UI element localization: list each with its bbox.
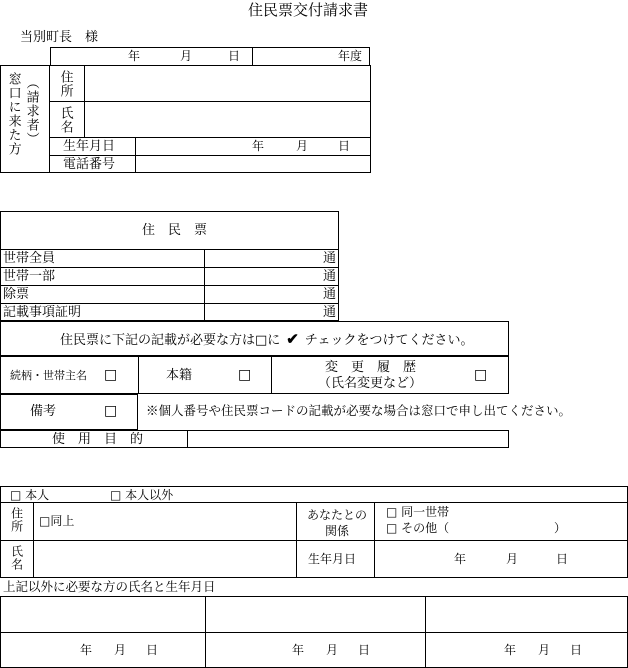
target-birth-month: 月: [506, 552, 519, 566]
individual-number-notice: ※個人番号や住民票コードの記載が必要な場合は窓口で申し出てください。: [146, 403, 572, 418]
juminhyo-row-label: 世帯一部: [3, 269, 56, 284]
date-year-label: 年: [128, 49, 141, 63]
option-honseki-label: 本籍: [166, 368, 193, 383]
target-same-household-option[interactable]: □ 同一世帯: [386, 505, 450, 519]
others-birth-year: 年: [292, 643, 305, 657]
others-birth-month: 月: [114, 643, 127, 657]
others-birth-day: 日: [570, 643, 583, 657]
others-birth-day: 日: [358, 643, 371, 657]
target-address-label: 住所: [9, 507, 24, 533]
purpose-label: 使 用 目 的: [52, 432, 144, 447]
others-note: 上記以外に必要な方の氏名と生年月日: [3, 579, 216, 594]
requester-address-label: 住所: [57, 70, 73, 98]
juminhyo-row-count-field[interactable]: [205, 304, 320, 320]
purpose-field[interactable]: [188, 431, 508, 447]
target-birth-year: 年: [454, 552, 467, 566]
requester-side-label: 窓口に来た方: [5, 72, 21, 156]
option-remarks-checkbox[interactable]: □: [104, 403, 118, 419]
requester-birth-year: 年: [252, 139, 265, 153]
requester-address-field[interactable]: [85, 66, 370, 101]
recipient-label: 当別町長 様: [20, 30, 99, 45]
others-birth-month: 月: [538, 643, 551, 657]
others-birth-year: 年: [80, 643, 93, 657]
requester-birth-month: 月: [296, 139, 309, 153]
others-birth-year: 年: [504, 643, 517, 657]
check-note: 住民票に下記の記載が必要な方は□に ✔ チェックをつけてください。: [60, 330, 474, 348]
check-mark-icon: ✔: [286, 330, 299, 348]
date-month-label: 月: [180, 49, 193, 63]
option-history-checkbox[interactable]: □: [474, 367, 488, 383]
target-name-label: 氏名: [9, 545, 24, 571]
juminhyo-row-unit: 通: [323, 305, 337, 320]
requester-birth-day: 日: [338, 139, 351, 153]
requester-name-label: 氏名: [57, 106, 73, 134]
date-row[interactable]: [50, 47, 370, 66]
juminhyo-row-unit: 通: [323, 287, 337, 302]
target-same-address-option[interactable]: □同上: [39, 514, 75, 528]
target-other-relation-option[interactable]: □ その他（: [386, 521, 450, 535]
form-title: 住民票交付請求書: [248, 1, 369, 19]
requester-phone-label: 電話番号: [63, 157, 116, 172]
target-self-option[interactable]: □ 本人: [10, 488, 50, 502]
option-history-sub: （氏名変更など）: [318, 376, 423, 391]
juminhyo-row-label: 除票: [3, 287, 30, 302]
requester-phone-field[interactable]: [136, 156, 370, 172]
target-other-option[interactable]: □ 本人以外: [110, 488, 174, 502]
option-history-label: 変 更 履 歴: [325, 360, 417, 375]
juminhyo-row-unit: 通: [323, 269, 337, 284]
others-name-field[interactable]: [426, 597, 627, 631]
juminhyo-row-count-field[interactable]: [205, 286, 320, 302]
option-honseki-checkbox[interactable]: □: [238, 367, 252, 383]
others-name-field[interactable]: [206, 597, 424, 631]
option-remarks-label: 備考: [30, 404, 57, 419]
requester-side-sub: （請求者）: [23, 76, 39, 146]
others-birth-day: 日: [146, 643, 159, 657]
target-birth-day: 日: [556, 552, 569, 566]
juminhyo-header: 住 民 票: [142, 223, 208, 238]
target-other-relation-close: ）: [554, 521, 567, 535]
fiscal-year-label: 年度: [338, 49, 363, 63]
option-relation-checkbox[interactable]: □: [104, 367, 118, 383]
requester-birth-label: 生年月日: [63, 139, 116, 154]
juminhyo-row-count-field[interactable]: [205, 268, 320, 284]
others-name-field[interactable]: [1, 597, 204, 631]
requester-name-field[interactable]: [85, 102, 370, 137]
target-name-field[interactable]: [34, 541, 295, 577]
target-birth-label: 生年月日: [308, 552, 357, 566]
juminhyo-row-label: 世帯全員: [3, 251, 56, 266]
option-relation-label: 続柄・世帯主名: [10, 369, 87, 382]
date-day-label: 日: [228, 49, 241, 63]
others-birth-month: 月: [326, 643, 339, 657]
juminhyo-row-count-field[interactable]: [205, 250, 320, 266]
target-relation-label: あなたとの関係: [307, 508, 368, 539]
juminhyo-row-label: 記載事項証明: [3, 305, 82, 320]
juminhyo-row-unit: 通: [323, 251, 337, 266]
